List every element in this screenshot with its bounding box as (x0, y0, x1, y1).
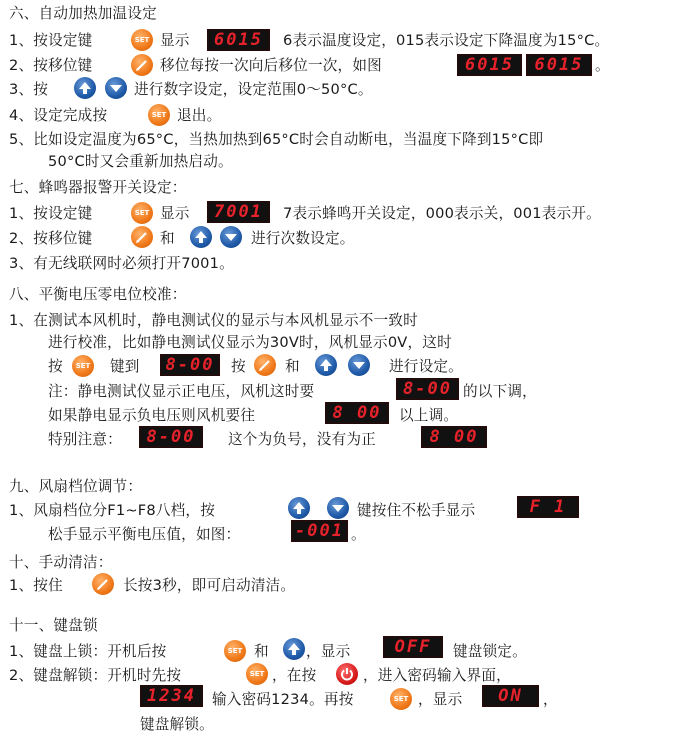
text: 和 (254, 643, 269, 660)
text: 。 (351, 526, 366, 543)
down-arrow-icon (220, 226, 242, 248)
text: 1、在测试本风机时，静电测试仪的显示与本风机显示不一致时 (9, 312, 418, 329)
text: 移位每按一次向后移位一次，如图 (160, 57, 382, 74)
text: 。 (595, 57, 610, 74)
text: 这个为负号，没有为正 (228, 431, 376, 448)
text: ， (543, 691, 558, 708)
section-6-title: 六、自动加热加温设定 (9, 5, 157, 22)
up-arrow-icon (190, 226, 212, 248)
set-button-icon: SET (131, 202, 153, 224)
text: 如果静电显示负电压则风机要往 (48, 407, 256, 424)
shift-brush-icon (92, 573, 114, 595)
segment-display: F 1 (517, 496, 579, 518)
segment-display: OFF (383, 636, 443, 658)
segment-display: ON (482, 685, 539, 707)
text: ，在按 (272, 667, 317, 684)
text: ，进入密码输入界面， (363, 667, 511, 684)
segment-display: 8-00 (139, 426, 203, 448)
section-8-title: 八、平衡电压零电位校准： (9, 286, 187, 303)
text: 松手显示平衡电压值，如图： (48, 526, 241, 543)
text: 按 (231, 358, 246, 375)
text: 1、按住 (9, 577, 63, 594)
text: 2、按移位键 (9, 230, 93, 247)
set-button-icon: SET (72, 355, 94, 377)
text: 进行设定。 (389, 358, 463, 375)
text: 2、键盘解锁：开机时先按 (9, 667, 182, 684)
text: 长按3秒，即可启动清洁。 (123, 577, 296, 594)
text: 以上调。 (399, 407, 459, 424)
text: 进行数字设定，设定范围0～50°C。 (134, 81, 373, 98)
text: 5、比如设定温度为65°C，当热加热到65°C时会自动断电，当温度下降到15°C即 (9, 131, 544, 148)
down-arrow-icon (105, 77, 127, 99)
text: 3、有无线联网时必须打开7001。 (9, 255, 234, 272)
text: 退出。 (177, 107, 222, 124)
text: 显示 (160, 32, 190, 49)
text: 6表示温度设定，015表示设定下降温度为15°C。 (283, 32, 610, 49)
up-arrow-icon (283, 638, 305, 660)
section-7-title: 七、蜂鸣器报警开关设定： (9, 179, 187, 196)
up-arrow-icon (74, 77, 96, 99)
text: 进行次数设定。 (251, 230, 355, 247)
text: 注：静电测试仪显示正电压，风机这时要 (48, 383, 315, 400)
text: 2、按移位键 (9, 57, 93, 74)
down-arrow-icon (327, 497, 349, 519)
text: 按 (48, 358, 63, 375)
set-button-icon: SET (224, 640, 246, 662)
shift-brush-icon (131, 54, 153, 76)
text: 和 (160, 230, 175, 247)
segment-display: 8-00 (160, 354, 220, 376)
text: ，显示 (418, 691, 463, 708)
text: 50°C时又会重新加热启动。 (48, 153, 233, 170)
section-10-title: 十、手动清洁： (9, 554, 113, 571)
segment-display: -001 (291, 520, 348, 542)
section-11-title: 十一、键盘锁 (9, 617, 98, 634)
text: 进行校准，比如静电测试仪显示为30V时，风机显示0V，这时 (48, 334, 452, 351)
shift-brush-icon (131, 226, 153, 248)
up-arrow-icon (288, 497, 310, 519)
text: 4、设定完成按 (9, 107, 108, 124)
text: 7表示蜂鸣开关设定，000表示关，001表示开。 (283, 205, 601, 222)
set-button-icon: SET (131, 29, 153, 51)
text: 键盘解锁。 (140, 716, 214, 733)
text: 输入密码1234。再按 (212, 691, 354, 708)
segment-display: 6015 (526, 54, 592, 76)
set-button-icon: SET (246, 663, 268, 685)
text: 键盘锁定。 (453, 643, 527, 660)
text: 键按住不松手显示 (357, 502, 476, 519)
text: ，显示 (306, 643, 351, 660)
segment-display: 8 00 (421, 426, 487, 448)
text: 1、按设定键 (9, 205, 93, 222)
shift-brush-icon (254, 354, 276, 376)
text: 1、键盘上锁：开机后按 (9, 643, 167, 660)
section-9-title: 九、风扇档位调节： (9, 478, 143, 495)
segment-display: 6015 (457, 54, 522, 76)
segment-display: 7001 (207, 201, 270, 223)
segment-display: 1234 (140, 685, 203, 707)
text: 1、风扇档位分F1~F8八档，按 (9, 502, 216, 519)
segment-display: 8-00 (396, 378, 459, 400)
segment-display: 8 00 (325, 402, 389, 424)
text: 3、按 (9, 81, 49, 98)
set-button-icon: SET (148, 104, 170, 126)
up-arrow-icon (315, 354, 337, 376)
segment-display: 6015 (207, 29, 270, 51)
text: 和 (285, 358, 300, 375)
text: 的以下调， (463, 383, 537, 400)
set-button-icon: SET (390, 688, 412, 710)
text: 1、按设定键 (9, 32, 93, 49)
text: 键到 (110, 358, 140, 375)
text: 特别注意： (48, 431, 122, 448)
down-arrow-icon (348, 354, 370, 376)
text: 显示 (160, 205, 190, 222)
power-icon (336, 663, 358, 685)
